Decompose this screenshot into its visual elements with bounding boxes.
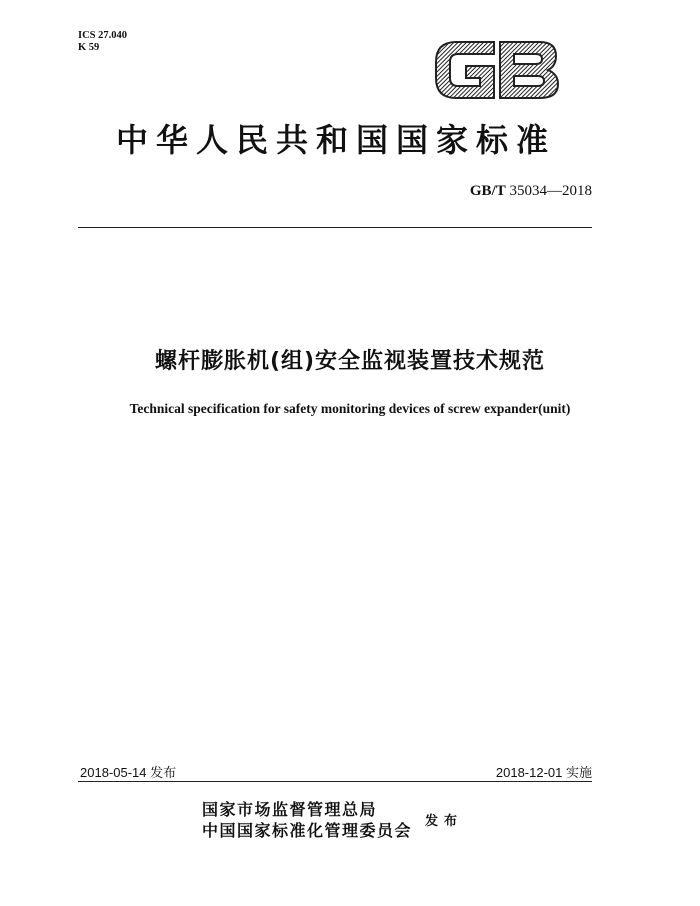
implementation-date: 2018-12-01 实施 (495, 765, 592, 780)
standard-number-prefix: GB/T (469, 183, 506, 199)
issuer-sac: 中国国家标准化管理委员会 (202, 821, 413, 840)
classification-codes (78, 30, 127, 54)
ics-code: ICS 27.040 (78, 30, 128, 41)
document-title-cn: 螺杆膨胀机(组)安全监视装置技术规范 (154, 349, 546, 374)
publish-label: 发布 (425, 814, 464, 829)
standard-number-value: 35034—2018 (509, 183, 592, 199)
document-title-en: Technical specification for safety monitoring devices of screw expander(unit) (129, 401, 571, 416)
gb-logo-icon (432, 38, 562, 102)
issuing-authorities (202, 799, 412, 841)
issue-date: 2018-05-14 发布 (80, 765, 177, 780)
top-divider (78, 227, 592, 228)
issuer-samr: 国家市场监督管理总局 (202, 800, 378, 819)
ccs-code: K 59 (78, 42, 100, 53)
standard-number (470, 183, 592, 200)
bottom-divider (78, 781, 592, 782)
standard-title: 中华人民共和国国家标准 (115, 121, 556, 159)
